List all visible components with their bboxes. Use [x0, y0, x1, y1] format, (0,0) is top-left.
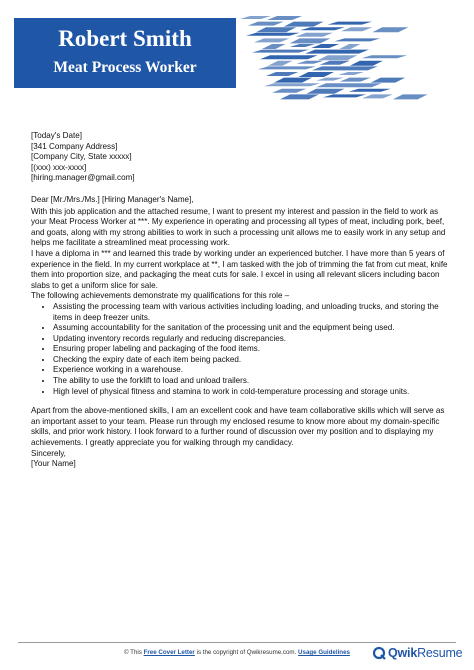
achievements-intro: The following achievements demonstrate my qualifications for this role –: [31, 291, 290, 301]
decorative-streaks: [236, 10, 474, 110]
experience-paragraph: I have a diploma in *** and learned this trade by working under an experienced butcher. I have more than 5 years of experience in the field. In my current workplace at **, I am tasked with the job of trimming the fat from cut meat, knife them into proportion size, and packaging the meat cuts for sale. I excel in using all relevant slicers including bacon slabs to get a uniform slice for sale.: [31, 248, 448, 290]
streak-mark: [240, 16, 271, 19]
streak-mark: [296, 61, 323, 64]
streak-mark: [350, 61, 383, 66]
salutation: Dear [Mr./Mrs./Ms.] [Hiring Manager's Name],: [31, 194, 194, 204]
streak-mark: [372, 27, 408, 32]
letter-body: [31, 131, 449, 470]
streak-mark: [339, 44, 360, 49]
streak-mark: [274, 78, 312, 83]
footer-divider: [18, 642, 456, 643]
streak-mark: [258, 66, 316, 69]
list-item: • Assisting the processing team with various activities including loading, and unloading trucks, and storing the items in deep freezer units.: [53, 302, 449, 323]
streak-mark: [268, 61, 292, 66]
streak-mark: [272, 89, 306, 93]
streak-mark: [316, 78, 344, 81]
streak-mark: [318, 55, 358, 60]
qwikresume-logo[interactable]: [372, 644, 462, 662]
recipient-address: [31, 142, 449, 184]
footer-prefix: © This: [124, 649, 144, 656]
streak-mark: [284, 22, 324, 27]
signoff: Sincerely,: [31, 448, 66, 458]
list-item: • Checking the expiry date of each item being packed.: [53, 355, 449, 366]
free-cover-letter-link[interactable]: Free Cover Letter: [143, 649, 195, 656]
list-item: • High level of physical fitness and stamina to work in cold-temperature processing and storage units.: [53, 387, 449, 398]
streak-mark: [312, 66, 378, 70]
footer-separator: .: [294, 649, 299, 656]
streak-mark: [328, 22, 372, 25]
streak-mark: [305, 50, 369, 54]
address-line: [(xxx) xxx-xxxx]: [31, 162, 87, 172]
streak-mark: [341, 27, 373, 31]
streak-mark: [316, 83, 381, 87]
job-title: Meat Process Worker: [53, 59, 197, 76]
site-name: Qwikresume.com: [246, 649, 295, 656]
streak-mark: [300, 27, 345, 30]
streak-mark: [267, 16, 302, 20]
closing-paragraph: Apart from the above-mentioned skills, I am an excellent cook and have team collaborative skills which will serve as an important asset to your team. Please run through my enclosed resume to know more about my domain-specific skills, and prior work history. I look forward to a further round of discussion over my position and to displaying my achievements. I greatly appreciate you for walking through my candidacy.: [31, 406, 445, 448]
streak-mark: [266, 72, 298, 76]
streak-mark: [256, 27, 296, 32]
streak-mark: [264, 83, 320, 86]
streak-mark: [248, 22, 284, 26]
usage-guidelines-link[interactable]: Usage Guidelines: [298, 649, 350, 656]
applicant-name: Robert Smith: [58, 26, 192, 51]
letter-date: [Today's Date]: [31, 131, 83, 140]
signature: [Your Name]: [31, 459, 76, 469]
streak-mark: [254, 38, 290, 42]
streak-mark: [323, 94, 366, 97]
list-item: • Assuming accountability for the sanitation of the processing unit and the equipment being used.: [53, 323, 449, 334]
streak-mark: [320, 61, 350, 65]
streak-mark: [290, 38, 331, 43]
header-banner: [14, 18, 236, 88]
streak-mark: [371, 78, 406, 83]
brand-qwik: Qwik: [388, 646, 418, 660]
streak-mark: [338, 72, 364, 75]
streak-mark: [362, 94, 393, 98]
achievements-list: [31, 302, 449, 397]
list-item: • Ensuring proper labeling and packaging of the food items.: [53, 344, 449, 355]
streak-mark: [340, 78, 371, 82]
streak-mark: [393, 94, 428, 99]
streak-mark: [298, 72, 334, 77]
list-item: • Experience working in a warehouse.: [53, 365, 449, 376]
streak-mark: [290, 44, 316, 47]
intro-paragraph: With this job application and the attached resume, I want to present my interest and passion in the field to work as your Meat Process Worker at ***. My experience in operating and processing all types of meat, including pork, beef, and goats, along with my strong abilities to work in such a processing unit allows me to easily work in any setup and helps me facilitate a streamlined meat processing work.: [31, 206, 446, 248]
list-item: • The ability to use the forklift to load and unload trailers.: [53, 376, 449, 387]
streak-mark: [334, 38, 380, 41]
streak-mark: [280, 94, 319, 99]
address-line: [hiring.manager@gmail.com]: [31, 173, 135, 183]
streak-mark: [349, 89, 391, 92]
address-line: [341 Company Address]: [31, 141, 118, 151]
brand-resume: Resume: [417, 646, 463, 660]
streak-mark: [262, 44, 286, 49]
streak-mark: [246, 33, 300, 36]
list-item: • Updating inventory records regularly and reducing discrepancies.: [53, 334, 449, 345]
streak-mark: [361, 55, 407, 58]
q-logo-icon: [372, 646, 386, 660]
streak-mark: [296, 33, 333, 37]
streak-mark: [306, 89, 344, 94]
streak-mark: [252, 50, 309, 53]
brand-wordmark: [388, 646, 462, 660]
address-line: [Company City, State xxxxx]: [31, 152, 132, 162]
footer-middle: is the copyright of: [194, 649, 247, 656]
streak-mark: [260, 55, 318, 59]
streak-mark: [311, 44, 339, 48]
